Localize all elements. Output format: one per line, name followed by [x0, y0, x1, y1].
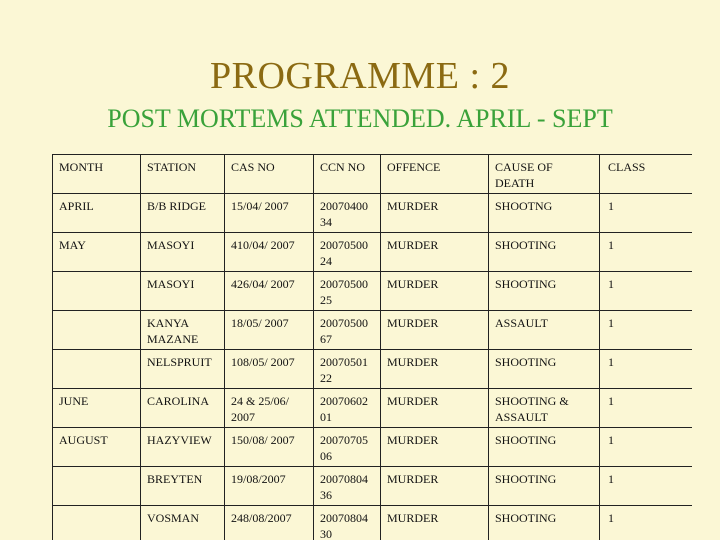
table-header-row	[53, 155, 693, 194]
cell-ccn-no: 20070602 01	[314, 389, 381, 428]
cell-class: 1	[600, 194, 693, 233]
table-row	[53, 311, 693, 350]
cell-month	[53, 467, 141, 506]
header-cas-no: CAS NO	[225, 155, 314, 194]
table-row	[53, 194, 693, 233]
cell-cas-no: 150/08/ 2007	[225, 428, 314, 467]
header-ccn-no: CCN NO	[314, 155, 381, 194]
slide-subtitle: POST MORTEMS ATTENDED. APRIL - SEPT	[107, 104, 613, 133]
cell-class: 1	[600, 272, 693, 311]
cell-offence: MURDER	[381, 350, 489, 389]
cell-station: MASOYI	[141, 272, 225, 311]
cell-station: BREYTEN	[141, 467, 225, 506]
cell-class: 1	[600, 311, 693, 350]
cell-month	[53, 506, 141, 540]
cell-offence: MURDER	[381, 389, 489, 428]
cell-ccn-no: 20070500 25	[314, 272, 381, 311]
cell-month: JUNE	[53, 389, 141, 428]
cell-ccn-no: 20070804 36	[314, 467, 381, 506]
cell-cas-no: 248/08/2007	[225, 506, 314, 540]
cell-cause: SHOOTING & ASSAULT	[489, 389, 600, 428]
cell-station: NELSPRUIT	[141, 350, 225, 389]
table-row	[53, 467, 693, 506]
cell-offence: MURDER	[381, 506, 489, 540]
cell-month: APRIL	[53, 194, 141, 233]
cell-cause: SHOOTING	[489, 272, 600, 311]
table-row	[53, 428, 693, 467]
cell-offence: MURDER	[381, 233, 489, 272]
cell-cause: SHOOTING	[489, 350, 600, 389]
cell-class: 1	[600, 350, 693, 389]
cell-ccn-no: 20070500 24	[314, 233, 381, 272]
cell-station: B/B RIDGE	[141, 194, 225, 233]
header-month: MONTH	[53, 155, 141, 194]
cell-ccn-no: 20070501 22	[314, 350, 381, 389]
cell-cause: SHOOTING	[489, 506, 600, 540]
cell-ccn-no: 20070705 06	[314, 428, 381, 467]
header-offence: OFFENCE	[381, 155, 489, 194]
cell-class: 1	[600, 467, 693, 506]
cell-cas-no: 410/04/ 2007	[225, 233, 314, 272]
cell-class: 1	[600, 233, 693, 272]
cell-station: HAZYVIEW	[141, 428, 225, 467]
cell-class: 1	[600, 389, 693, 428]
cell-cause: SHOOTNG	[489, 194, 600, 233]
cell-station: KANYA MAZANE	[141, 311, 225, 350]
cell-cas-no: 108/05/ 2007	[225, 350, 314, 389]
cell-offence: MURDER	[381, 467, 489, 506]
cell-cas-no: 15/04/ 2007	[225, 194, 314, 233]
cell-cas-no: 24 & 25/06/ 2007	[225, 389, 314, 428]
cell-month: AUGUST	[53, 428, 141, 467]
header-cause-of-death: CAUSE OF DEATH	[489, 155, 600, 194]
cell-month: MAY	[53, 233, 141, 272]
table-row	[53, 233, 693, 272]
cell-cause: SHOOTING	[489, 467, 600, 506]
header-class: CLASS	[600, 155, 693, 194]
cell-cause: ASSAULT	[489, 311, 600, 350]
cell-station: CAROLINA	[141, 389, 225, 428]
cell-cause: SHOOTING	[489, 428, 600, 467]
cell-station: MASOYI	[141, 233, 225, 272]
cell-offence: MURDER	[381, 194, 489, 233]
cell-ccn-no: 20070400 34	[314, 194, 381, 233]
table-row	[53, 272, 693, 311]
table-row	[53, 350, 693, 389]
cell-offence: MURDER	[381, 272, 489, 311]
cell-month	[53, 350, 141, 389]
cell-offence: MURDER	[381, 428, 489, 467]
table-row	[53, 389, 693, 428]
cell-cas-no: 18/05/ 2007	[225, 311, 314, 350]
header-station: STATION	[141, 155, 225, 194]
cell-station: VOSMAN	[141, 506, 225, 540]
table-row	[53, 506, 693, 540]
post-mortem-table-container	[52, 154, 692, 540]
cell-ccn-no: 20070500 67	[314, 311, 381, 350]
cell-offence: MURDER	[381, 311, 489, 350]
cell-ccn-no: 20070804 30	[314, 506, 381, 540]
cell-cause: SHOOTING	[489, 233, 600, 272]
cell-cas-no: 426/04/ 2007	[225, 272, 314, 311]
cell-month	[53, 311, 141, 350]
slide-title: PROGRAMME : 2	[210, 55, 510, 97]
cell-class: 1	[600, 506, 693, 540]
post-mortem-table	[52, 154, 692, 540]
cell-month	[53, 272, 141, 311]
cell-cas-no: 19/08/2007	[225, 467, 314, 506]
cell-class: 1	[600, 428, 693, 467]
